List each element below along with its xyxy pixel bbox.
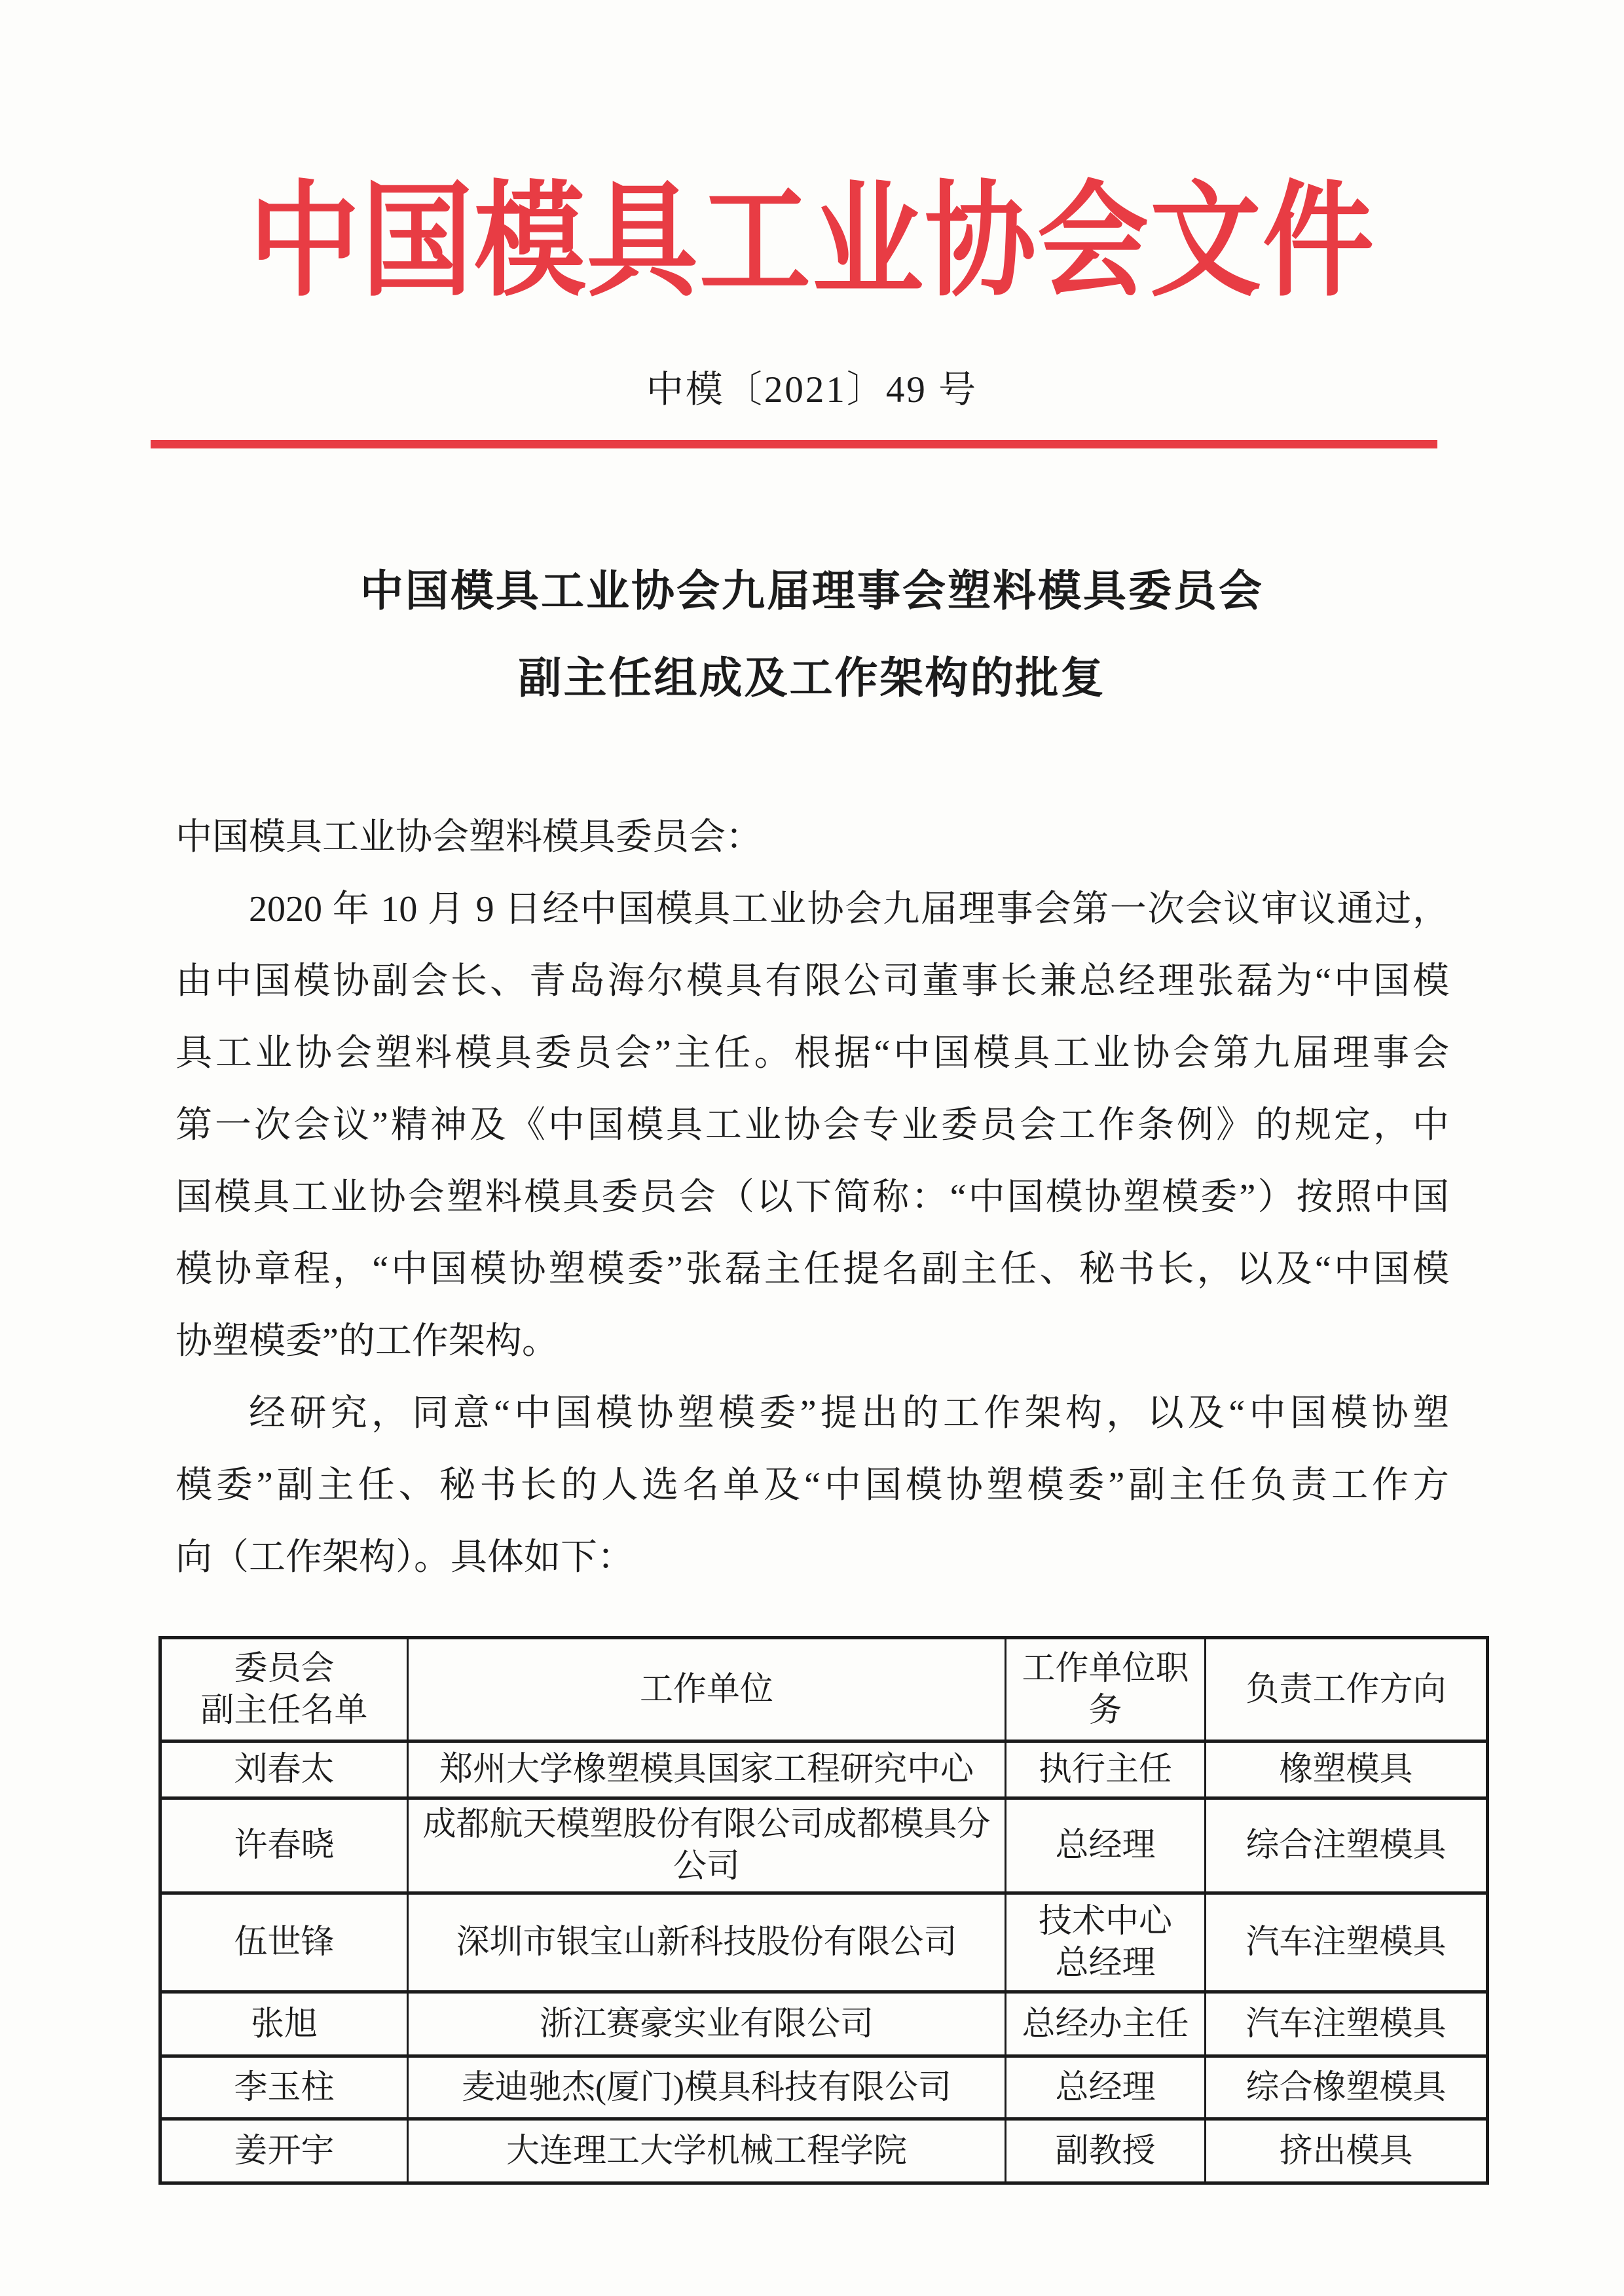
cell-position	[1006, 1893, 1206, 1992]
body-line: 模协章程，“中国模协塑模委”张磊主任提名副主任、秘书长，以及“中国模	[175, 1249, 1449, 1290]
cell-name: 姜开宇	[160, 2119, 408, 2183]
cell-position: 副教授	[1006, 2119, 1206, 2183]
salutation-line: 中国模具工业协会塑料模具委员会：	[175, 817, 762, 858]
body-line: 第一次会议”精神及《中国模具工业协会专业委员会工作条例》的规定，中	[175, 1105, 1449, 1146]
body-line: 向（工作架构）。具体如下：	[175, 1537, 634, 1578]
cell-direction: 汽车注塑模具	[1206, 1992, 1488, 2056]
cell-name: 许春晓	[160, 1798, 408, 1893]
document-body	[175, 801, 1449, 1594]
body-line: 由中国模协副会长、青岛海尔模具有限公司董事长兼总经理张磊为“中国模	[175, 961, 1449, 1002]
cell-name: 刘春太	[160, 1741, 408, 1798]
body-line: 国模具工业协会塑料模具委员会（以下简称：“中国模协塑模委”）按照中国	[175, 1177, 1449, 1218]
header-position-column	[1006, 1638, 1206, 1741]
letterhead-title: 中国模具工业协会文件	[248, 173, 1375, 312]
cell-org: 大连理工大学机械工程学院	[408, 2119, 1006, 2183]
table-row	[160, 2056, 1488, 2119]
document-title	[0, 547, 1624, 721]
table-row	[160, 1893, 1488, 1992]
table-row	[160, 1798, 1488, 1893]
header-position-text: 工作单位职务	[1022, 1650, 1189, 1729]
cell-position: 执行主任	[1006, 1741, 1206, 1798]
doc-number: 中模〔2021〕49 号	[646, 369, 978, 410]
cell-org: 深圳市银宝山新科技股份有限公司	[408, 1893, 1006, 1992]
cell-direction: 汽车注塑模具	[1206, 1893, 1488, 1992]
cell-org: 成都航天模塑股份有限公司成都模具分公司	[408, 1798, 1006, 1893]
cell-direction: 综合橡塑模具	[1206, 2056, 1488, 2119]
header-name-line1: 委员会	[234, 1650, 335, 1687]
cell-name: 李玉柱	[160, 2056, 408, 2119]
cell-org: 郑州大学橡塑模具国家工程研究中心	[408, 1741, 1006, 1798]
header-name-column	[160, 1638, 408, 1741]
cell-position: 总经理	[1006, 1798, 1206, 1893]
body-line: 具工业协会塑料模具委员会”主任。根据“中国模具工业协会第九届理事会	[175, 1033, 1449, 1074]
cell-position-line1: 技术中心	[1038, 1903, 1172, 1940]
vice-director-table	[158, 1636, 1489, 2185]
table-row	[160, 2119, 1488, 2183]
cell-name: 伍世锋	[160, 1893, 408, 1992]
body-line: 协塑模委”的工作架构。	[175, 1321, 559, 1362]
cell-direction: 挤出模具	[1206, 2119, 1488, 2183]
header-org-column: 工作单位	[408, 1638, 1006, 1741]
cell-direction: 综合注塑模具	[1206, 1798, 1488, 1893]
header-name-line2: 副主任名单	[200, 1692, 368, 1729]
header-direction-column: 负责工作方向	[1206, 1638, 1488, 1741]
document-title-line2: 副主任组成及工作架构的批复	[518, 653, 1106, 702]
body-line: 2020 年 10 月 9 日经中国模具工业协会九届理事会第一次会议审议通过，	[249, 889, 1449, 930]
table-header-row	[160, 1638, 1488, 1741]
table-row	[160, 1992, 1488, 2056]
cell-direction: 橡塑模具	[1206, 1741, 1488, 1798]
cell-name: 张旭	[160, 1992, 408, 2056]
table-row	[160, 1741, 1488, 1798]
cell-position: 总经理	[1006, 2056, 1206, 2119]
cell-position-line2: 总经理	[1055, 1945, 1156, 1982]
red-divider-line	[151, 440, 1437, 448]
cell-org: 麦迪驰杰(厦门)模具科技有限公司	[408, 2056, 1006, 2119]
body-line: 经研究，同意“中国模协塑模委”提出的工作架构，以及“中国模协塑	[249, 1393, 1449, 1434]
cell-org: 浙江赛豪实业有限公司	[408, 1992, 1006, 2056]
document-title-line1: 中国模具工业协会九届理事会塑料模具委员会	[360, 566, 1264, 615]
body-line: 模委”副主任、秘书长的人选名单及“中国模协塑模委”副主任负责工作方	[175, 1465, 1449, 1506]
cell-position: 总经办主任	[1006, 1992, 1206, 2056]
